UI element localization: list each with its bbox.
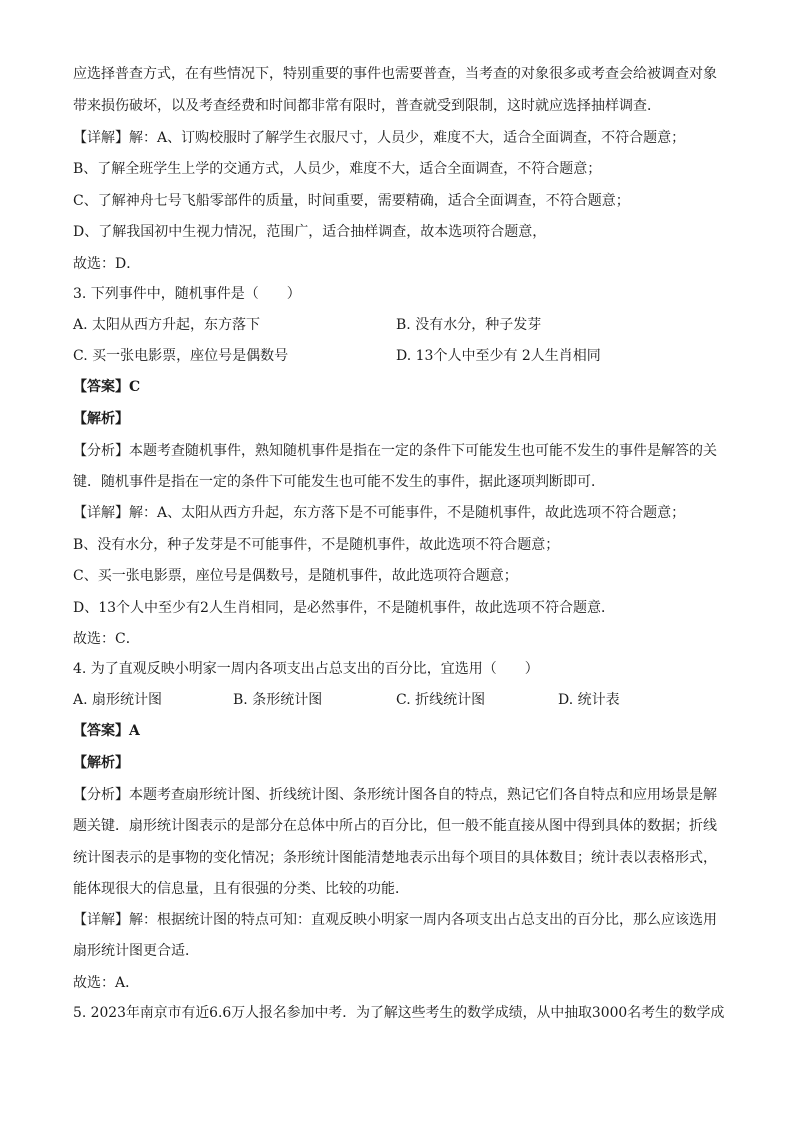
text-line: 【分析】本题考查扇形统计图、折线统计图、条形统计图各自的特点，熟记它们各自特点和应用场景是解 [73,787,717,803]
text-line: 统计图表示的是事物的变化情况；条形统计图能清楚地表示出每个项目的具体数目；统计表以表格形式， [73,850,717,866]
q4-option-d: D. 统计表 [558,692,620,708]
text-line: 应选择普查方式，在有些情况下，特别重要的事件也需要普查，当考查的对象很多或考查会给被调查对象 [73,66,717,82]
text-line: D、13个人中至少有2人生肖相同，是必然事件，不是随机事件，故此选项不符合题意． [73,600,615,616]
text-line: 带来损伤破坏，以及考查经费和时间都非常有限时，普查就受到限制，这时就应选择抽样调查． [73,98,661,114]
text-line: B、没有水分，种子发芽是不可能事件，不是随机事件，故此选项不符合题意； [73,537,560,553]
question-3-stem: 3. 下列事件中，随机事件是（ ） [73,286,301,302]
text-line: B、了解全班学生上学的交通方式，人员少，难度不大，适合全面调查，不符合题意； [73,161,602,177]
q3-option-d: D. 13个人中至少有 2人生肖相同 [396,348,601,364]
text-line: 扇形统计图更合适． [73,943,199,959]
q4-answer: 【答案】A [73,723,140,739]
text-line: C、买一张电影票，座位号是偶数号，是随机事件，故此选项符合题意； [73,568,518,584]
text-line: 【详解】解：A、订购校服时了解学生衣服尺寸，人员少，难度不大，适合全面调查，不符合题意； [73,130,686,146]
text-line: 故选：C． [73,631,140,647]
q4-option-c: C. 折线统计图 [396,692,486,708]
text-line: 键．随机事件是指在一定的条件下可能发生也可能不发生的事件，据此逐项判断即可． [73,474,605,490]
question-4-stem: 4. 为了直观反映小明家一周内各项支出占总支出的百分比，宜选用（ ） [73,661,539,677]
text-line: 【分析】本题考查随机事件，熟知随机事件是指在一定的条件下可能发生也可能不发生的事件是解答的关 [73,443,717,459]
question-5-stem: 5. 2023年南京市有近6.6万人报名参加中考．为了解这些考生的数学成绩，从中抽取3000名考生的数学成 [73,1005,725,1021]
text-line: 能体现很大的信息量，且有很强的分类、比较的功能． [73,881,409,897]
text-line: 题关键．扇形统计图表示的是部分在总体中所占的百分比，但一般不能直接从图中得到具体的数据；折线 [73,818,717,834]
text-line: C、了解神舟七号飞船零部件的质量，时间重要，需要精确，适合全面调查，不符合题意； [73,193,630,209]
q3-option-c: C. 买一张电影票，座位号是偶数号 [73,348,289,364]
q3-answer: 【答案】C [73,379,141,395]
q4-option-b: B. 条形统计图 [233,692,323,708]
q3-analysis-heading: 【解析】 [73,411,129,427]
q4-analysis-heading: 【解析】 [73,755,129,771]
text-line: 故选：D． [73,256,141,272]
text-line: D、了解我国初中生视力情况，范围广，适合抽样调查，故本选项符合题意， [73,224,547,240]
q3-option-b: B. 没有水分，种子发芽 [396,317,542,333]
text-line: 故选：A． [73,975,140,991]
q4-option-a: A. 扇形统计图 [73,692,163,708]
q3-option-a: A. 太阳从西方升起，东方落下 [73,317,261,333]
text-line: 【详解】解：A、太阳从西方升起，东方落下是不可能事件，不是随机事件，故此选项不符合题意； [73,505,686,521]
text-line: 【详解】解：根据统计图的特点可知：直观反映小明家一周内各项支出占总支出的百分比，那么应该选用 [73,912,717,928]
